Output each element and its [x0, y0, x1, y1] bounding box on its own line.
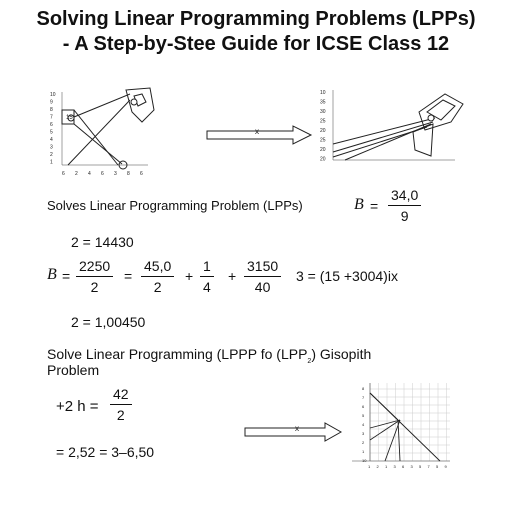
plus-sign-1: + — [185, 268, 194, 284]
section-2-line-1-end: ) Gisopith — [311, 346, 372, 362]
equation-h-left: +2 h = — [56, 398, 99, 415]
x-tick-label: 9 — [444, 464, 447, 469]
math-line-3-var: B — [47, 266, 57, 283]
page-title-line-1: Solving Linear Programming Problems (LPPs) — [36, 8, 476, 30]
y-tick-label: 20 — [320, 128, 326, 134]
y-tick-label: 7 — [50, 114, 53, 121]
section-2-line-1-text: Solve Linear Programming (LPPP fo (LPP — [47, 346, 308, 362]
fraction-denominator: 2 — [116, 407, 125, 423]
math-line-4: 2 = 1,00450 — [71, 314, 146, 330]
fraction-numerator: 42 — [110, 385, 132, 405]
math-line-1-eq: = — [370, 198, 379, 214]
page-title-line-2: - A Step-by-Stee Guide for ICSE Class 12 — [62, 33, 450, 55]
math-line-1-fraction — [388, 186, 421, 225]
y-tick-label: 25 — [320, 118, 326, 125]
y-tick-label: 2 — [362, 440, 365, 445]
x-tick-label: 3 — [393, 464, 396, 469]
x-tick-label: 6 — [101, 171, 104, 177]
x-tick-label: 1 — [385, 464, 388, 469]
x-tick-label: 7 — [427, 464, 430, 469]
y-tick-label: 8 — [362, 386, 365, 391]
equation-last: = 2,52 = 3–6,50 — [56, 444, 155, 460]
math-line-3-tail: 3 = (15 +3004)ix — [296, 268, 398, 284]
equation-h-fraction — [110, 385, 132, 424]
math-line-3-fraction-3 — [200, 257, 214, 296]
region-label: 15 — [66, 115, 73, 121]
x-tick-label: 3 — [114, 171, 117, 177]
fraction-denominator: 2 — [90, 279, 99, 295]
x-tick-label: 1 — [368, 464, 371, 469]
fraction-numerator: 34,0 — [388, 186, 421, 206]
arrow-top-label: x — [255, 127, 259, 136]
y-tick-label: 3 — [50, 144, 53, 151]
y-tick-label: 35 — [320, 99, 326, 106]
plus-sign-2: + — [228, 268, 237, 284]
x-tick-label: 3 — [410, 464, 413, 469]
x-tick-label: 6 — [62, 171, 65, 177]
x-tick-label: 8 — [127, 171, 130, 177]
math-line-1-text: Solves Linear Programming Problem (LPPs) — [47, 198, 303, 213]
math-line-3-fraction-2 — [141, 257, 174, 296]
fraction-numerator: 45,0 — [141, 257, 174, 277]
math-line-3-eq-2: = — [124, 268, 133, 284]
y-tick-label: 4 — [362, 422, 365, 427]
math-line-3-fraction-4 — [244, 257, 281, 296]
y-tick-label: 1 — [362, 449, 365, 454]
bottom-right-graph — [340, 378, 460, 473]
y-tick-label: 4 — [50, 137, 53, 143]
y-tick-label: 30 — [320, 109, 326, 115]
math-line-3-fraction-1 — [76, 257, 113, 296]
y-tick-label: 10 — [362, 458, 367, 463]
y-tick-label: 20 — [320, 156, 326, 163]
y-tick-label: 3 — [362, 431, 365, 436]
math-line-1-var: B — [354, 196, 364, 213]
fraction-numerator: 3150 — [244, 257, 281, 277]
y-tick-label: 5 — [50, 129, 53, 136]
x-tick-label: 4 — [88, 171, 91, 177]
top-right-graph — [315, 82, 465, 167]
y-tick-label: 1 — [50, 159, 53, 166]
section-2-line-2: Problem — [47, 362, 100, 378]
y-tick-label: 2 — [50, 152, 53, 158]
x-tick-label: 6 — [402, 464, 405, 469]
fraction-denominator: 9 — [400, 208, 409, 224]
y-tick-label: 7 — [362, 395, 365, 400]
y-tick-label: 6 — [362, 404, 365, 409]
x-tick-label: 5 — [419, 464, 422, 469]
math-line-2: 2 = 14430 — [71, 234, 134, 250]
y-tick-label: 6 — [50, 122, 53, 128]
fraction-numerator: 2250 — [76, 257, 113, 277]
y-tick-label: 8 — [50, 107, 53, 113]
x-tick-label: 2 — [75, 171, 78, 177]
y-tick-label: 20 — [320, 147, 326, 153]
fraction-denominator: 2 — [153, 279, 162, 295]
fraction-numerator: 1 — [200, 257, 214, 277]
arrow-bottom-label: x — [295, 424, 299, 433]
y-tick-label: 10 — [320, 90, 326, 96]
math-line-3-eq: = — [62, 268, 71, 284]
y-tick-label: 25 — [320, 137, 326, 144]
top-left-graph — [30, 82, 160, 182]
y-tick-label: 9 — [50, 99, 53, 106]
x-tick-label: 2 — [376, 464, 379, 469]
x-tick-label: 5 — [436, 464, 439, 469]
fraction-denominator: 4 — [203, 279, 211, 295]
fraction-denominator: 40 — [254, 279, 271, 295]
y-tick-label: 5 — [362, 413, 365, 418]
section-2-subscript: 2 — [307, 357, 312, 365]
x-tick-label: 6 — [140, 171, 143, 177]
y-tick-label: 10 — [50, 92, 56, 98]
process-arrow-bottom — [243, 422, 343, 442]
process-arrow-top — [205, 124, 315, 146]
